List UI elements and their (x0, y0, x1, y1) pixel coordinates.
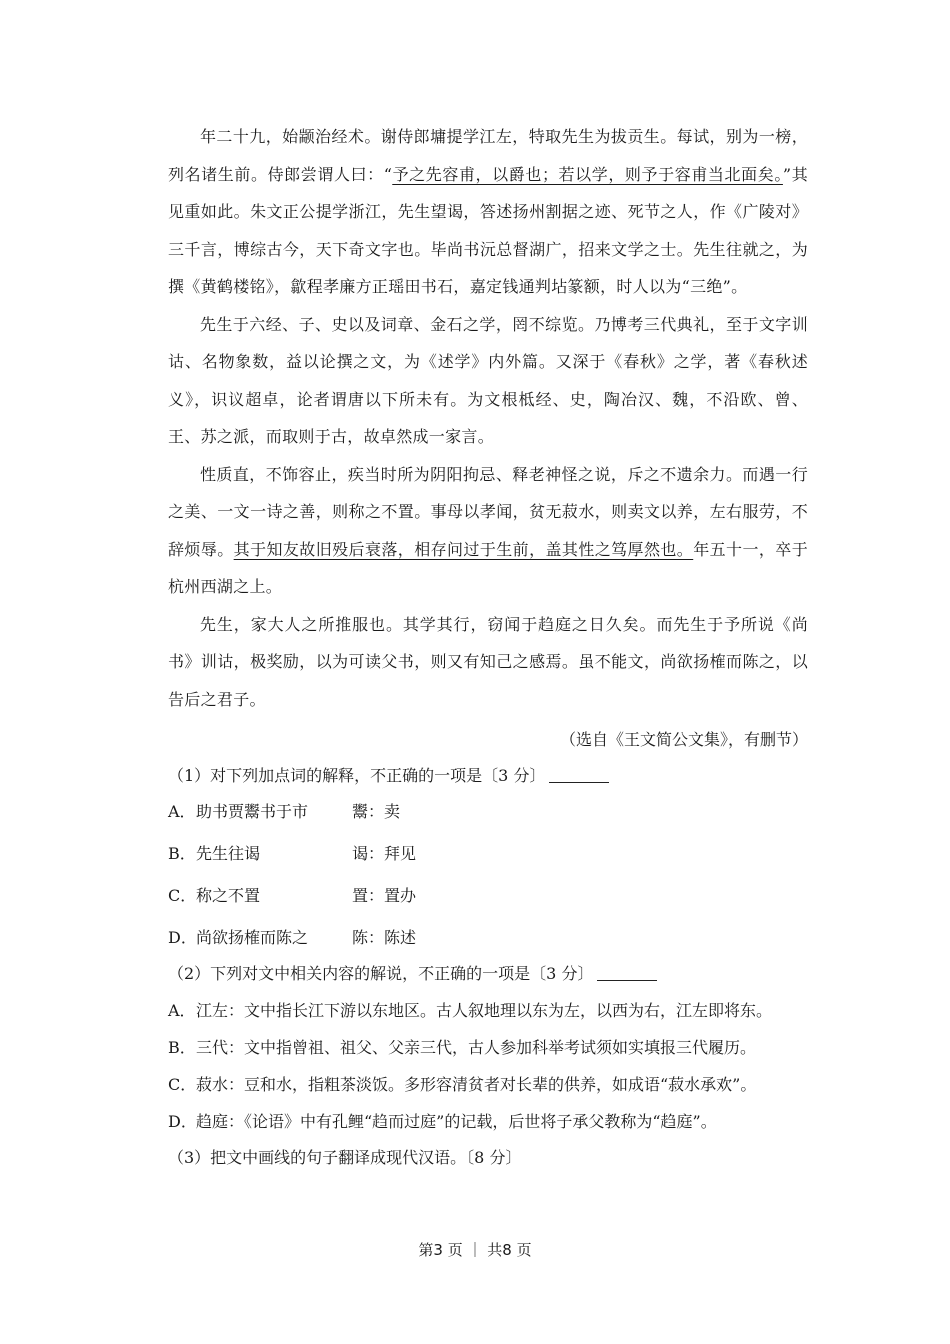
source-citation: （选自《王文简公文集》，有删节） (559, 730, 808, 749)
option-text: 江左：文中指长江下游以东地区。古人叙地理以东为左，以西为右，江左即将东。 (196, 1001, 773, 1020)
option-phrase: 尚欲扬榷而陈之 (196, 928, 309, 947)
option-gloss: 鬻：卖 (352, 802, 401, 821)
underlined-sentence-2: 其于知友故旧殁后衰落，相存问过于生前，盖其性之笃厚然也。 (233, 539, 694, 559)
passage-paragraph-1 (168, 118, 808, 306)
option-text: 三代：文中指曾祖、祖父、父亲三代，古人参加科举考试须如实填报三代履历。 (196, 1038, 757, 1057)
option-d[interactable] (168, 1110, 808, 1134)
answer-blank[interactable] (549, 764, 609, 783)
answer-blank[interactable] (597, 962, 657, 981)
passage-paragraph-4: 先生，家大人之所推服也。其学其行，窃闻于趋庭之日久矣。而先生于予所说《尚书》训诂，极奖励，以为可读父书，则又有知己之感焉。虽不能文，尚欲扬榷而陈之，以告后之君子。 (168, 614, 808, 709)
question-1-options (168, 800, 808, 950)
option-d[interactable] (168, 926, 808, 950)
question-3: （3）把文中画线的句子翻译成现代汉语。〔8 分〕 (168, 1148, 522, 1167)
question-1-text: （1）对下列加点词的解释，不正确的一项是〔3 分〕 (168, 766, 546, 785)
option-phrase: 称之不置 (196, 886, 261, 905)
passage-paragraph-2: 先生于六经、子、史以及词章、金石之学，罔不综览。乃博考三代典礼，至于文字训诂、名物象数，益以论撰之文，为《述学》内外篇。又深于《春秋》之学，著《春秋述义》，识议超卓，论者谓唐以下所未有。为文根柢经、史，陶冶汉、魏，不沿欧、曾、王、苏之派，而取则于古，故卓然成一家言。 (168, 314, 808, 446)
question-1 (168, 764, 808, 788)
document-page (168, 118, 808, 1170)
option-gloss: 置：置办 (352, 886, 417, 905)
option-b[interactable] (168, 842, 808, 866)
option-c[interactable] (168, 884, 808, 908)
option-text: 菽水：豆和水，指粗茶淡饭。多形容清贫者对长辈的供养，如成语“菽水承欢”。 (196, 1075, 757, 1094)
option-letter: B． (168, 1038, 196, 1057)
option-a[interactable] (168, 800, 808, 824)
question-2 (168, 962, 808, 986)
paragraph-text: 年二十九，始颛治经术。谢侍郎墉提学江左，特取先生为拔贡生。每试，别为一榜，列名诸生前。侍郎尝谓人曰：“ (168, 127, 808, 184)
option-a[interactable] (168, 999, 808, 1023)
option-letter: D． (168, 928, 197, 947)
option-letter: D． (168, 1112, 197, 1131)
option-b[interactable] (168, 1036, 808, 1060)
option-letter: B． (168, 844, 196, 863)
option-gloss: 谒：拜见 (352, 844, 417, 863)
paragraph-text: 年五十一，卒于杭州西湖之上。 (168, 539, 808, 596)
passage-paragraph-3 (168, 456, 808, 606)
option-letter: A． (168, 1001, 196, 1020)
option-gloss: 陈：陈述 (352, 928, 417, 947)
paragraph-text: ”其见重如此。朱文正公提学浙江，先生望谒，答述扬州割据之迹、死节之人，作《广陵对》三千言，博综古今，天下奇文字也。毕尚书沅总督湖广，招来文学之士。先生往就之，为撰《黄鹤楼铭》，歙程孝廉方正瑶田书石，嘉定钱通判坫篆额，时人以为“三绝”。 (168, 164, 809, 296)
option-letter: C． (168, 886, 197, 905)
question-2-text: （2）下列对文中相关内容的解说，不正确的一项是〔3 分〕 (168, 964, 594, 983)
paragraph-text: 性质直，不饰容止，疾当时所为阴阳拘忌、释老神怪之说，斥之不遗余力。而遇一行之美、一文一诗之善，则称之不置。事母以孝闻，贫无菽水，则卖文以养，左右服劳，不辞烦辱。 (168, 464, 808, 559)
option-c[interactable] (168, 1073, 808, 1097)
option-text: 趋庭：《论语》中有孔鲤“趋而过庭”的记载，后世将子承父教称为“趋庭”。 (196, 1112, 717, 1131)
option-phrase: 助书贾鬻书于市 (196, 802, 309, 821)
option-phrase: 先生往谒 (196, 844, 261, 863)
option-letter: A． (168, 802, 196, 821)
page-footer: 第3 页 ｜ 共8 页 (418, 1241, 532, 1259)
underlined-sentence-1: 予之先容甫，以爵也；若以学，则予于容甫当北面矣。 (392, 164, 783, 184)
option-letter: C． (168, 1075, 197, 1094)
